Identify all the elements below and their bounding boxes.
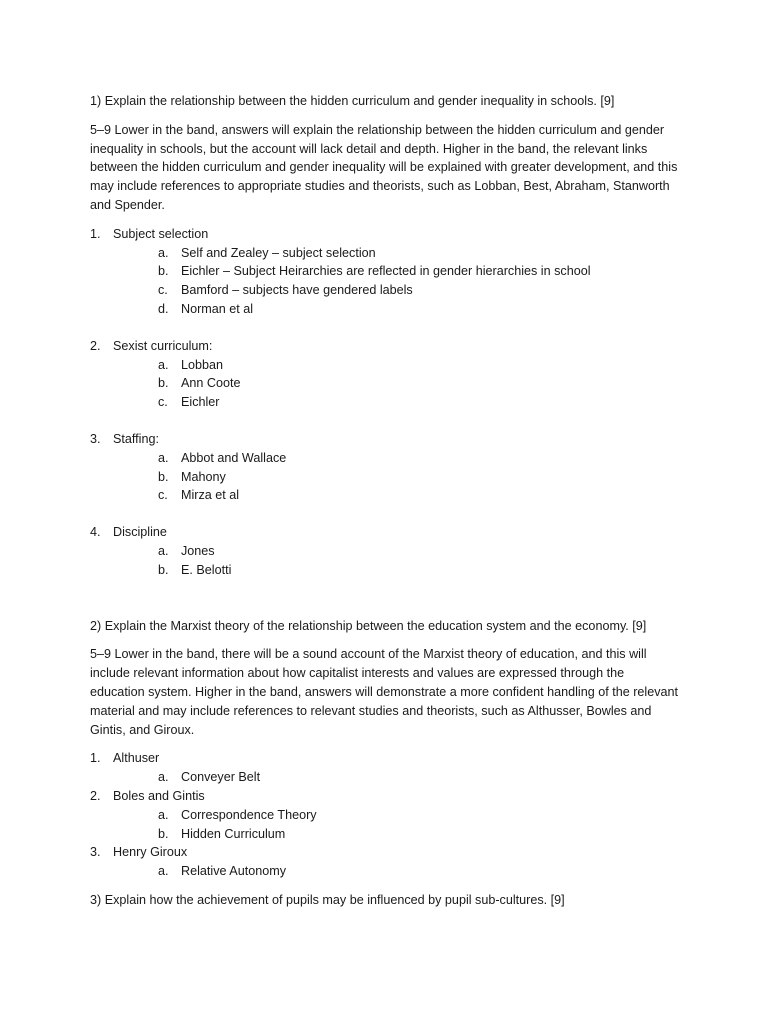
sub-item-label: Hidden Curriculum <box>181 826 286 841</box>
sub-item-letter: b. <box>158 562 169 577</box>
sub-item-letter: b. <box>158 826 169 841</box>
sub-item-label: Self and Zealey – subject selection <box>181 245 376 260</box>
sub-item-letter: c. <box>158 395 168 410</box>
item-label: Subject selection <box>113 226 209 241</box>
question-1-outline <box>90 225 680 580</box>
sub-item-label: Correspondence Theory <box>181 807 317 822</box>
item-number: 3. <box>90 845 101 860</box>
sub-item <box>113 542 680 561</box>
sub-item-letter: a. <box>158 357 169 372</box>
sub-item-label: Mirza et al <box>181 488 240 503</box>
sub-item-label: Mahony <box>181 469 226 484</box>
question-2: 2) Explain the Marxist theory of the relationship between the education system and the economy. [9] <box>90 618 647 633</box>
sub-item-letter: d. <box>158 301 169 316</box>
sub-item <box>113 862 680 881</box>
sub-item <box>113 806 680 825</box>
outline-item <box>90 843 680 881</box>
sub-item-label: Bamford – subjects have gendered labels <box>181 283 413 298</box>
sub-list <box>113 806 680 844</box>
sub-item-label: Lobban <box>181 357 224 372</box>
sub-list <box>113 862 680 881</box>
sub-item-label: Eichler <box>181 395 220 410</box>
outline-item <box>90 787 680 843</box>
sub-item-label: E. Belotti <box>181 562 232 577</box>
sub-item-letter: a. <box>158 770 169 785</box>
sub-item <box>113 486 680 505</box>
outline-item <box>90 337 680 412</box>
sub-item <box>113 244 680 263</box>
item-number: 3. <box>90 431 101 446</box>
item-label: Boles and Gintis <box>113 788 205 803</box>
outline-item <box>90 430 680 505</box>
sub-item-label: Eichler – Subject Heirarchies are reflected in gender hierarchies in school <box>181 264 591 279</box>
item-number: 4. <box>90 525 101 540</box>
sub-item <box>113 281 680 300</box>
sub-item-letter: a. <box>158 245 169 260</box>
sub-item-letter: b. <box>158 264 169 279</box>
item-number: 1. <box>90 751 101 766</box>
sub-list <box>113 356 680 412</box>
sub-item-letter: b. <box>158 469 169 484</box>
item-label: Althuser <box>113 751 160 766</box>
sub-item <box>113 561 680 580</box>
sub-item <box>113 262 680 281</box>
document-page <box>90 92 680 920</box>
sub-item-letter: a. <box>158 543 169 558</box>
question-1: 1) Explain the relationship between the hidden curriculum and gender inequality in schools. [9] <box>90 94 615 108</box>
sub-item <box>113 768 680 787</box>
outline-item <box>90 749 680 787</box>
outline-item <box>90 225 680 319</box>
sub-item-label: Norman et al <box>181 301 254 316</box>
question-1-mark-guidance: 5–9 Lower in the band, answers will explain the relationship between the hidden curriculum and gender inequality in schools, but the account will lack detail and depth. Higher in the band, the relevant links between the hidden curriculum and gender inequality will be explained with greater development, and this may include references to appropriate studies and theorists, such as Lobban, Best, Abraham, Stanworth and Spender. <box>90 122 678 212</box>
sub-item <box>113 393 680 412</box>
sub-item <box>113 356 680 375</box>
sub-item <box>113 468 680 487</box>
sub-item-label: Ann Coote <box>181 376 241 391</box>
sub-item-letter: a. <box>158 864 169 879</box>
sub-item-letter: a. <box>158 807 169 822</box>
item-label: Sexist curriculum: <box>113 338 213 353</box>
question-3: 3) Explain how the achievement of pupils may be influenced by pupil sub-cultures. [9] <box>90 892 565 907</box>
sub-list <box>113 542 680 580</box>
sub-item-label: Abbot and Wallace <box>181 450 287 465</box>
item-number: 2. <box>90 338 101 353</box>
sub-item-label: Conveyer Belt <box>181 770 261 785</box>
item-label: Henry Giroux <box>113 845 188 860</box>
item-label: Staffing: <box>113 431 159 446</box>
item-label: Discipline <box>113 525 167 540</box>
question-2-mark-guidance: 5–9 Lower in the band, there will be a sound account of the Marxist theory of education, and this will include relevant information about how capitalist interests and values are expressed through the education system. Higher in the band, answers will demonstrate a more confident handling of the relevant material and may include references to relevant studies and theorists, such as Althusser, Bowles and Gintis, and Giroux. <box>90 647 679 737</box>
sub-item <box>113 300 680 319</box>
item-number: 1. <box>90 226 101 241</box>
sub-list <box>113 244 680 319</box>
sub-item-letter: c. <box>158 283 168 298</box>
sub-item <box>113 449 680 468</box>
sub-item-letter: b. <box>158 376 169 391</box>
sub-item <box>113 374 680 393</box>
sub-item-letter: c. <box>158 488 168 503</box>
sub-item-label: Jones <box>181 543 215 558</box>
sub-list <box>113 449 680 505</box>
sub-list <box>113 768 680 787</box>
sub-item-label: Relative Autonomy <box>181 864 287 879</box>
sub-item <box>113 825 680 844</box>
outline-item <box>90 523 680 579</box>
sub-item-letter: a. <box>158 450 169 465</box>
question-2-outline <box>90 749 680 881</box>
item-number: 2. <box>90 788 101 803</box>
